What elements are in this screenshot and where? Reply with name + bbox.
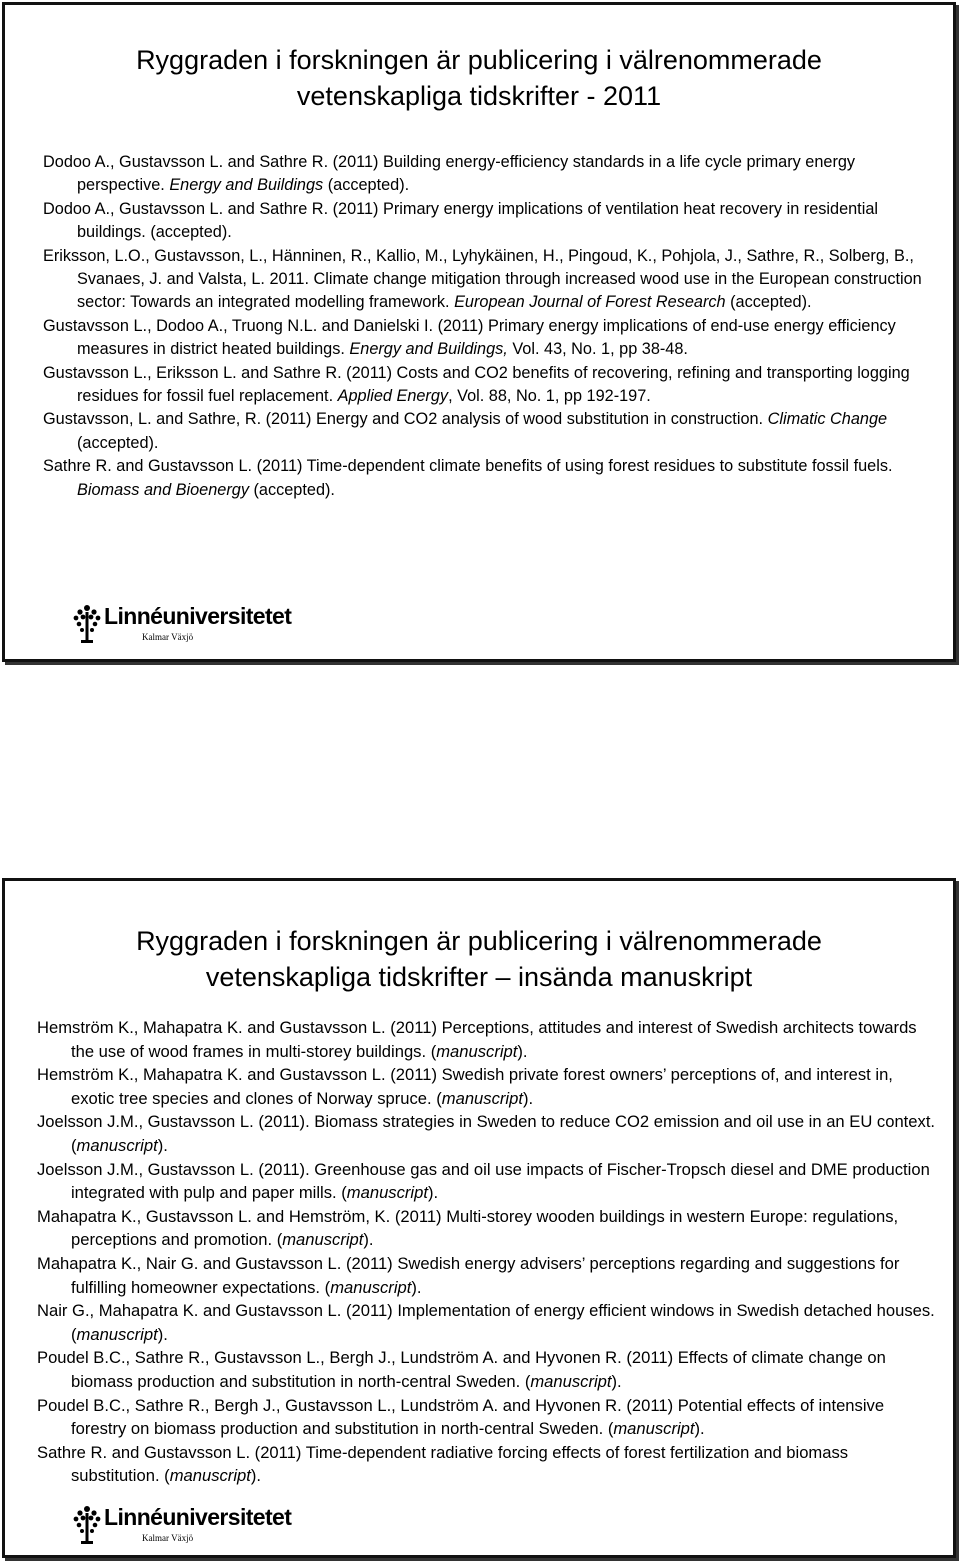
reference-item: Mahapatra K., Gustavsson L. and Hemström, K. (2011) Multi-storey wooden buildings in western Europe: regulations, perceptions and promotion. (manuscript). [37, 1206, 899, 1250]
reference-item: Hemström K., Mahapatra K. and Gustavsson L. (2011) Swedish private forest owners’ perceptions of, and interest in, exotic tree species and clones of Norway spruce. (manuscript). [37, 1065, 893, 1108]
title-line-2: vetenskapliga tidskrifter – insända manuskript [205, 962, 753, 992]
reference-item: Dodoo A., Gustavsson L. and Sathre R. (2011) Building energy-efficiency standards in a life cycle primary energy perspective. Energy and Buildings (accepted). [43, 153, 856, 195]
slide-published-2011 [2, 2, 956, 662]
logo-name: Linnéuniversitetet [104, 603, 292, 629]
logo-subtitle: Kalmar Växjö [142, 1533, 194, 1543]
title-line-1: Ryggraden i forskningen är publicering i välrenommerade [136, 926, 822, 956]
reference-item: Dodoo A., Gustavsson L. and Sathre R. (2011) Primary energy implications of ventilation heat recovery in residential buildings. (accepted). [43, 199, 878, 242]
tree-logo-icon [73, 604, 101, 644]
title-line-2: vetenskapliga tidskrifter - 2011 [296, 81, 662, 111]
reference-item: Mahapatra K., Nair G. and Gustavsson L. (2011) Swedish energy advisers’ perceptions regarding and suggestions for fulfilling homeowner expectations. (manuscript). [37, 1253, 900, 1297]
reference-item: Nair G., Mahapatra K. and Gustavsson L. (2011) Implementation of energy efficient windows in Swedish detached houses. (manuscript). [37, 1301, 935, 1344]
reference-item: Poudel B.C., Sathre R., Bergh J., Gustavsson L., Lundström A. and Hyvonen R. (2011) Potential effects of intensive forestry on biomass production and substitution in north-central Sweden. (manuscript). [37, 1395, 885, 1439]
reference-item: Sathre R. and Gustavsson L. (2011) Time-dependent radiative forcing effects of forest fertilization and biomass substitution. (manuscript). [37, 1442, 849, 1486]
reference-item: Sathre R. and Gustavsson L. (2011) Time-dependent climate benefits of using forest residues to substitute fossil fuels. Biomass and Bioenergy (accepted). [43, 457, 893, 499]
tree-logo-icon [73, 1505, 101, 1545]
reference-item: Gustavsson, L. and Sathre, R. (2011) Energy and CO2 analysis of wood substitution in construction. Climatic Change (accepted). [43, 410, 888, 452]
reference-item: Eriksson, L.O., Gustavsson, L., Hänninen, R., Kallio, M., Lyhykäinen, H., Pingoud, K., Pohjola, J., Sathre, R., Solberg, B., Svanaes, J. and Valsta, L. 2011. Climate change mitigation through increased wood use in the European construction sector: Towards an integrated modelling framework. European Journal of Forest Research (accepted). [43, 246, 922, 312]
logo-subtitle: Kalmar Växjö [142, 632, 194, 642]
reference-item: Joelsson J.M., Gustavsson L. (2011). Greenhouse gas and oil use impacts of Fischer-Tropsch diesel and DME production integrated with pulp and paper mills. (manuscript). [37, 1159, 930, 1203]
slide-title [5, 923, 953, 995]
university-logo [73, 604, 291, 644]
reference-item: Hemström K., Mahapatra K. and Gustavsson L. (2011) Perceptions, attitudes and interest of Swedish architects towards the use of wood frames in multi-storey buildings. (manuscript). [37, 1018, 917, 1061]
title-line-1: Ryggraden i forskningen är publicering i välrenommerade [136, 45, 822, 75]
logo-name: Linnéuniversitetet [104, 1504, 292, 1530]
slide-title [5, 42, 953, 114]
slide-submitted-manuscripts [2, 878, 956, 1558]
university-logo [73, 1505, 291, 1545]
reference-item: Poudel B.C., Sathre R., Gustavsson L., Bergh J., Lundström A. and Hyvonen R. (2011) Effects of climate change on biomass production and substitution in north-central Sweden. (manuscript). [37, 1348, 886, 1391]
reference-item: Gustavsson L., Eriksson L. and Sathre R. (2011) Costs and CO2 benefits of recovering, refining and transporting logging residues for fossil fuel replacement. Applied Energy, Vol. 88, No. 1, pp 192-197. [43, 363, 910, 406]
reference-list [37, 1016, 937, 1488]
reference-item: Gustavsson L., Dodoo A., Truong N.L. and Danielski I. (2011) Primary energy implications of end-use energy efficiency measures in district heated buildings. Energy and Buildings, Vol. 43, No. 1, pp 38-48. [43, 316, 896, 359]
reference-list [43, 151, 933, 502]
reference-item: Joelsson J.M., Gustavsson L. (2011). Biomass strategies in Sweden to reduce CO2 emission and oil use in an EU context. (manuscript). [37, 1112, 936, 1155]
